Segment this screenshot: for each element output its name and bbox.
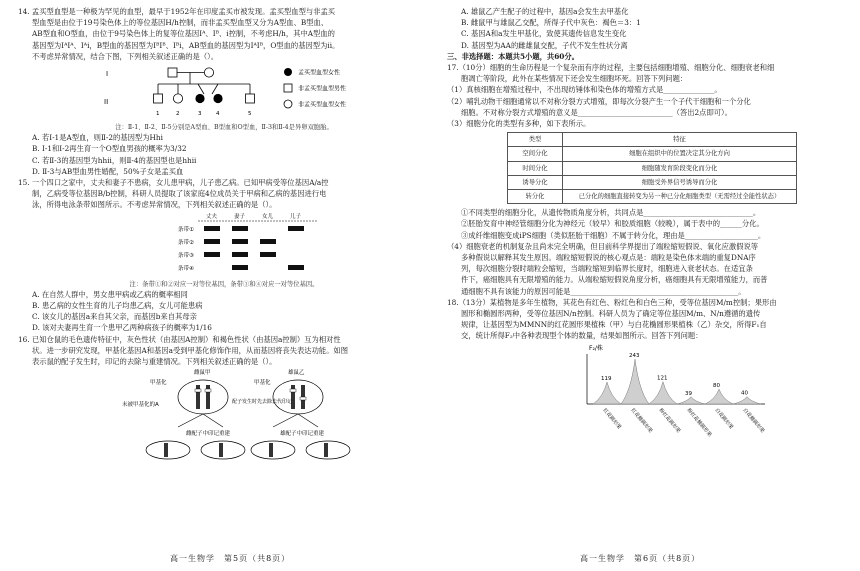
q17-sub: 通细胞不具有该能力的原因可能是______________________________________________。 (461, 286, 746, 296)
q16-option-d: D. 基因型为AA的雌雄鼠交配，子代不发生性状分离 (461, 40, 628, 50)
q15-option-d: D. 该对夫妻再生育一个患甲乙两种病孩子的概率为1/16 (32, 323, 212, 333)
table-cell: 转分化 (508, 190, 563, 204)
table-cell: 已分化的细胞直接转变为另一种已分化细胞类型（无需经过全能性状态） (563, 190, 797, 204)
chart-category-label: 白花圆形果 (713, 407, 735, 431)
pedigree-male (154, 94, 163, 103)
legend-label: 孟买型血型女性 (298, 69, 341, 77)
q17-sub: （4）细胞衰老的机制复杂且尚未完全明确，但目前科学界提出了端粒缩短假说、氧化应激假说等 (447, 241, 759, 251)
band (288, 226, 304, 231)
band (204, 226, 220, 231)
q17-sub: ①不同类型的细胞分化，从遗传物质角度分析，共同点是______________________________。 (461, 208, 761, 218)
page-footer-right: 高一生物学 第6页（共8页） (580, 554, 701, 563)
svg-text:雌配子中印记重建: 雌配子中印记重建 (186, 431, 231, 438)
band (260, 252, 276, 257)
q16-line: 16. 已知仓鼠的毛色遗传特征中，灰色性状（由基因A控制）和褐色性状（由基因a控制）互为相对性 (18, 334, 341, 344)
cell-female (178, 380, 228, 414)
question-16 (18, 334, 430, 368)
chart-data-label: 119 (601, 375, 612, 382)
chart-category-label: 白花椭圆形果 (741, 407, 766, 434)
f2-bar-chart (447, 342, 847, 442)
q15-option-c: C. 该女儿的基因a来自其父亲，而基因b来自其母亲 (32, 312, 197, 322)
pedigree-affected-female (213, 94, 222, 103)
pedigree-male (246, 94, 255, 103)
chart-category-label: 粉红花圆形果 (657, 407, 682, 434)
question-14 (18, 6, 430, 62)
q17-sub: （1）真核细胞在增殖过程中，不出现纺锤体和染色体的增殖方式是______________。 (447, 85, 722, 95)
q16-option-a: A. 雄鼠乙产生配子的过程中，基因a会发生去甲基化 (461, 7, 629, 16)
legend-male-icon (284, 84, 292, 92)
q14-option-c: C. 若Ⅱ-3的基因型为hhii，则Ⅱ-4的基因型也是hhii (32, 155, 197, 165)
chart-bar (593, 382, 621, 404)
chart-bar (621, 359, 649, 404)
table-row (508, 147, 797, 161)
pedigree-affected-female (195, 94, 204, 103)
left-page (18, 6, 430, 470)
chart-category-label: 红花椭圆形果 (629, 407, 654, 434)
svg-text:2: 2 (176, 111, 180, 118)
page-footer-left: 高一生物学 第5页（共8页） (170, 554, 291, 563)
svg-text:5: 5 (248, 111, 252, 118)
gen-label-2: II (104, 98, 109, 107)
q17-sub: ②胚胎发育中神经管细胞分化为神经元（较早）和胶质细胞（较晚），属于表中的______分化。 (461, 219, 764, 229)
band (232, 239, 248, 244)
band (204, 252, 220, 257)
table-header: 类型 (508, 133, 563, 147)
q18-line: 规律，让基因型为MMNN的红花圆形果植株（甲）与白花椭圆形果植株（乙）杂交，所得F₁自 (461, 320, 767, 330)
table-row (508, 161, 797, 175)
chart-category-label: 红花圆形果 (601, 407, 623, 431)
question-18 (447, 297, 847, 342)
imprinting-diagram (18, 367, 430, 467)
q17-sub: 细胞。不对称分裂方式增殖的意义是__________________________（答出2点即可）。 (461, 107, 732, 117)
svg-text:4: 4 (216, 111, 220, 118)
q16-line: 状。进一步研究发现，甲基化基因A和基因a受到甲基化修饰作用，从而基因将丧失表达功能。如图 (32, 345, 349, 355)
q14-option-a: A. 若Ⅰ-1是A型血，则Ⅱ-2的基因型为Hhi (32, 133, 163, 143)
q15-option-b: B. 患乙病的女性生育的儿子均患乙病，女儿可能患病 (32, 301, 203, 311)
q17-sub: （2）哺乳动物干细胞通常以不对称分裂方式增殖，即每次分裂产生一个子代干细胞和一个分化 (447, 96, 751, 106)
differentiation-table (507, 132, 797, 204)
svg-text:雄鼠乙: 雄鼠乙 (288, 370, 305, 377)
svg-text:1: 1 (156, 111, 160, 118)
q14-option-b: B. Ⅰ-1和Ⅰ-2再生育一个O型血男孩的概率为3/32 (32, 144, 187, 154)
band (232, 252, 248, 257)
band (204, 239, 220, 244)
q14-line: 基因型为IᴬIᴬ、Iᴬi，B型血的基因型为IᴮIᴮ、Iᴮi，AB型血的基因型为IᴬIᴮ，O型血的基因型为ii。 (32, 40, 340, 50)
q16-option-c: C. 基因A和a发生甲基化，致使其遗传信息发生变化 (461, 29, 627, 39)
pedigree-female (173, 94, 182, 103)
table-row (508, 175, 797, 189)
q17-line: 17.（10分）细胞的生命历程是一个复杂而有序的过程，主要包括细胞增殖、细胞分化、细胞衰老和细 (447, 63, 775, 73)
chart-data-label: 121 (657, 375, 668, 382)
question-15 (18, 177, 430, 211)
lane-label: 丈夫 (206, 213, 218, 220)
chart-data-label: 39 (685, 390, 692, 397)
table-cell: 诱导分化 (508, 175, 563, 189)
band-row-label: 条带① (178, 226, 194, 233)
band (232, 226, 248, 231)
svg-text:甲基化: 甲基化 (150, 380, 167, 387)
q17-sub: （3）细胞分化的类型有多种，如下表所示。 (447, 119, 591, 129)
pedigree-female (204, 68, 213, 77)
svg-text:未被甲基化的A: 未被甲基化的A (122, 402, 159, 409)
q15-option-a: A. 在自然人群中，男女患甲病或乙病的概率相同 (32, 289, 188, 299)
band-row-label: 条带④ (178, 265, 194, 272)
svg-text:甲基化: 甲基化 (254, 380, 271, 387)
right-page (447, 6, 847, 445)
chart-bar (649, 381, 677, 403)
q17-line: 胞凋亡等阶段，此外在某些情况下还会发生细胞坏死。回答下列问题： (461, 74, 688, 84)
question-17-part2 (447, 207, 847, 297)
legend-label: 非孟买型血型男性 (298, 85, 347, 93)
q16-option-b: B. 雌鼠甲与雄鼠乙交配，所得子代中灰色：褐色＝3：1 (461, 18, 641, 28)
q15-line: 制，乙病受等位基因B/b控制，科研人员提取了该家庭4位成员关于甲病和乙病的基因进行电 (32, 189, 327, 199)
svg-text:3: 3 (198, 111, 202, 118)
table-cell: 细胞随发育阶段变化而分化 (563, 161, 797, 175)
q17-sub: 件下，癌细胞具有无限增殖的能力。从端粒缩短假说角度分析，癌细胞具有无限增殖能力，而普 (461, 275, 768, 285)
electrophoresis-figure (18, 211, 430, 277)
table-cell: 时间分化 (508, 161, 563, 175)
q14-line: 型血型是由位于19号染色体上的等位基因H/h控制，而非孟买型血型又分为A型血、B型血、 (32, 18, 329, 28)
gen-label-1: I (106, 70, 109, 79)
q18-line: 18.（13分）某植物是多年生植物，其花色有红色、粉红色和白色三种，受等位基因M/m控制；果形由 (447, 297, 777, 307)
table-header: 特征 (563, 133, 797, 147)
q14-option-d: D. Ⅱ-3与AB型血男性婚配，50%子女是孟买血 (32, 166, 184, 176)
svg-text:配子发生时先去除去代印记: 配子发生时先去除去代印记 (232, 399, 293, 406)
question-17 (447, 62, 847, 129)
table-header-row (508, 133, 797, 147)
q14-line: 14. 孟买型血型是一种极为罕见的血型，最早于1952年在印度孟买市被发现。孟买型血型与非孟买 (18, 7, 336, 16)
q15-line: 泳，所得电泳条带如图所示。不考虑异常情况，下列相关叙述正确的是（）。 (32, 200, 277, 210)
legend-affected-female-icon (284, 68, 292, 76)
table-row (508, 190, 797, 204)
q17-sub: ③成纤维细胞变成iPS细胞（类似胚胎干细胞）不属于转分化，理由是____________________。 (461, 230, 766, 240)
q14-line: 不考虑异常情况，结合下图，下列相关叙述正确的是（）。 (32, 51, 219, 61)
band-row-label: 条带③ (178, 252, 194, 259)
pedigree-male (168, 68, 177, 77)
svg-text:雌鼠甲: 雌鼠甲 (194, 370, 211, 377)
chart-ylabel: F₂/株 (589, 344, 603, 352)
chart-bar (677, 396, 705, 403)
lane-label: 女儿 (262, 213, 274, 220)
q18-line: 交，统计所得F₂中各种表现型个体的数量，结果如图所示。回答下列问题： (461, 331, 703, 341)
q15-note: 注：条带①和②对应一对等位基因，条带③和④对应一对等位基因。 (129, 280, 319, 288)
section-heading: 三、非选择题：本题共5小题，共60分。 (447, 51, 579, 61)
chart-bar (705, 389, 733, 404)
band-row-label: 条带② (178, 239, 194, 246)
band (288, 265, 304, 270)
q15-line: 15. 一个四口之家中，丈夫和妻子不患病，女儿患甲病，儿子患乙病。已知甲病受等位基因A/a控 (18, 178, 329, 188)
q14-note: 注：Ⅱ-1、Ⅱ-2、Ⅱ-5分别是A型血、B型血和O型血，Ⅱ-3和Ⅱ-4是异卵双胞胎。 (115, 124, 333, 132)
q18-line: 圆形和椭圆形两种，受等位基因N/n控制。科研人员为了确定等位基因M/m、N/n遵循的遗传 (461, 309, 761, 319)
band (260, 239, 276, 244)
legend-label: 非孟买型血型女性 (298, 101, 347, 109)
legend-female-icon (284, 100, 292, 108)
q16-line: 表示鼠的配子发生时，印记的去除与重建情况。下列相关叙述正确的是（）。 (32, 357, 277, 367)
q17-sub: 多种假说以解释其发生原因。端粒缩短假说的核心观点是：端粒是染色体末端的重复DNA序 (461, 253, 756, 263)
lane-label: 儿子 (290, 213, 302, 220)
table-cell: 空间分化 (508, 147, 563, 161)
table-cell: 细胞受外界信号诱导而分化 (563, 175, 797, 189)
q17-sub: 列，每次细胞分裂时端粒会缩短，当端粒缩短到临界长度时，细胞进入衰老状态。在适宜条 (461, 264, 753, 274)
chart-bar (733, 396, 761, 403)
chart-data-label: 80 (713, 382, 720, 389)
q14-line: AB型血和O型血，由位于9号染色体上的复等位基因Iᴬ、Iᴮ、i控制，不考虑H/h，其中A型血的 (32, 29, 335, 39)
band (232, 265, 248, 270)
cell-male (273, 380, 323, 414)
lane-label: 妻子 (234, 213, 246, 220)
table-cell: 细胞在组织中的位置决定其分化方向 (563, 147, 797, 161)
chart-data-label: 40 (741, 390, 748, 397)
pedigree-chart (18, 62, 430, 120)
svg-text:雄配子中印记重建: 雄配子中印记重建 (280, 431, 325, 438)
chart-data-label: 243 (629, 352, 640, 359)
chart-category-label: 粉红花椭圆形果 (685, 407, 713, 438)
